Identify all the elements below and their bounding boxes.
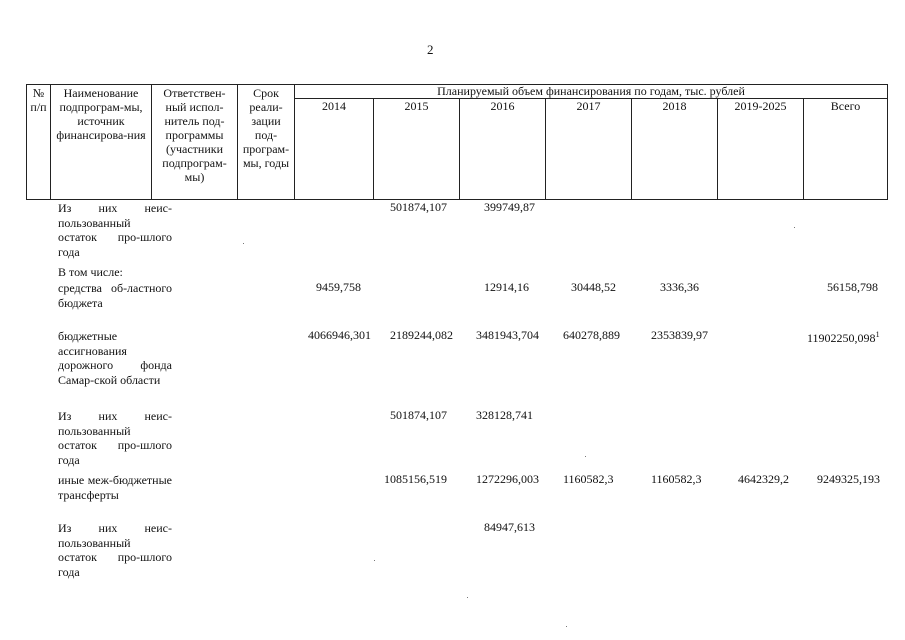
cell-2016: 328128,741 — [476, 408, 533, 422]
row-label-unused-1: Из них неис-пользованный остаток про-шлого года — [58, 201, 172, 259]
cell-2016: 84947,613 — [484, 520, 535, 534]
cell-2017: 640278,889 — [563, 328, 620, 342]
cell-2018: 2353839,97 — [651, 328, 708, 342]
cell-2015: 501874,107 — [390, 200, 447, 214]
row-label-road-fund: бюджетные ассигнования дорожного фонда Самар-ской области — [58, 329, 172, 387]
cell-2014: 9459,758 — [316, 280, 361, 294]
row-label-unused-2: Из них неис-пользованный остаток про-шлого года — [58, 409, 172, 467]
scan-speck — [243, 243, 244, 244]
header-funding-title: Планируемый объем финансирования по годам, тыс. рублей — [295, 85, 888, 99]
header-year-2019-2025: 2019-2025 — [718, 99, 804, 200]
cell-2016: 3481943,704 — [476, 328, 539, 342]
header-term: Срок реали-зации под-програм-мы, годы — [238, 85, 295, 200]
header-year-2017: 2017 — [546, 99, 632, 200]
funding-table-header — [26, 84, 888, 200]
cell-2014: 4066946,301 — [308, 328, 371, 342]
header-year-2016: 2016 — [460, 99, 546, 200]
cell-2015: 2189244,082 — [390, 328, 453, 342]
cell-2019-2025: 4642329,2 — [738, 472, 789, 486]
cell-total: 56158,798 — [827, 280, 878, 294]
scan-speck — [585, 456, 586, 457]
header-responsible: Ответствен-ный испол-нитель под-программы (участники подпрограм-мы) — [152, 85, 238, 200]
cell-2015: 1085156,519 — [384, 472, 447, 486]
row-label-unused-3: Из них неис-пользованный остаток про-шлого года — [58, 521, 172, 579]
cell-2016: 399749,87 — [484, 200, 535, 214]
footnote-mark: 1 — [875, 330, 880, 339]
header-year-2018: 2018 — [632, 99, 718, 200]
page-number: 2 — [427, 42, 434, 57]
row-label-including: В том числе: — [58, 265, 123, 279]
cell-2018: 1160582,3 — [651, 472, 702, 486]
header-year-2014: 2014 — [295, 99, 374, 200]
cell-2015: 501874,107 — [390, 408, 447, 422]
cell-2016: 12914,16 — [484, 280, 529, 294]
cell-2016: 1272296,003 — [476, 472, 539, 486]
header-name: Наименование подпрограм-мы, источник финансирова-ния — [51, 85, 152, 200]
cell-total — [807, 328, 880, 345]
table-body — [26, 200, 880, 600]
cell-total: 9249325,193 — [817, 472, 880, 486]
cell-2017: 1160582,3 — [563, 472, 614, 486]
header-year-2015: 2015 — [374, 99, 460, 200]
cell-2017: 30448,52 — [571, 280, 616, 294]
scan-speck — [374, 560, 375, 561]
cell-2018: 3336,36 — [660, 280, 699, 294]
scan-speck — [566, 626, 567, 627]
scan-speck — [794, 227, 795, 228]
total-value: 11902250,098 — [807, 331, 876, 345]
row-label-regional-budget: средства об-ластного бюджета — [58, 281, 172, 310]
scan-speck — [467, 597, 468, 598]
header-total: Всего — [804, 99, 888, 200]
row-label-transfers: иные меж-бюджетные трансферты — [58, 473, 172, 502]
header-num: № п/п — [27, 85, 51, 200]
